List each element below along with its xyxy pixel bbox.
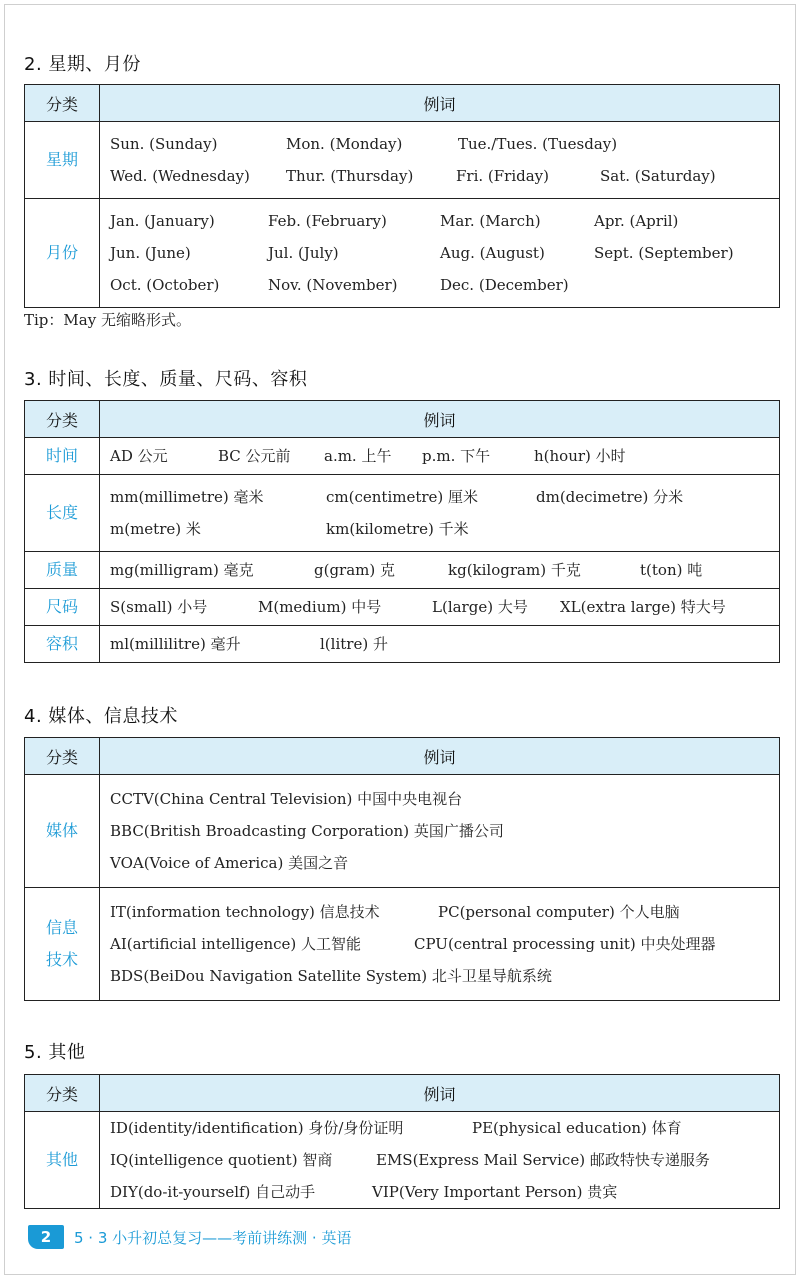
cat-it: 信息 技术 [25, 888, 100, 1001]
header-examples: 例词 [100, 85, 780, 122]
header-category: 分类 [25, 1075, 100, 1112]
word-item: AD 公元 [110, 447, 168, 465]
word-item: Feb. (February) [268, 212, 387, 230]
word-item: CCTV(China Central Television) 中国中央电视台 [110, 790, 463, 808]
word-item: IQ(intelligence quotient) 智商 [110, 1151, 333, 1169]
examples-others [100, 1112, 780, 1209]
row-mass [25, 552, 780, 589]
examples-size [100, 589, 780, 626]
word-item: XL(extra large) 特大号 [560, 598, 726, 616]
table-measures [24, 400, 780, 663]
section-4-title: 4. 媒体、信息技术 [24, 706, 178, 727]
footer-book-title: 5 · 3 小升初总复习——考前讲练测 · 英语 [74, 1228, 352, 1247]
word-item: PC(personal computer) 个人电脑 [438, 903, 680, 921]
section-2-title: 2. 星期、月份 [24, 54, 141, 75]
word-item: CPU(central processing unit) 中央处理器 [414, 935, 716, 953]
row-media [25, 775, 780, 888]
word-item: Nov. (November) [268, 276, 398, 294]
header-category: 分类 [25, 401, 100, 438]
word-item: AI(artificial intelligence) 人工智能 [110, 935, 362, 953]
tip-note: Tip：May 无缩略形式。 [24, 311, 191, 329]
word-item: BDS(BeiDou Navigation Satellite System) 北斗卫星导航系统 [110, 967, 552, 985]
table-media-it [24, 737, 780, 1001]
row-size [25, 589, 780, 626]
word-item: mm(millimetre) 毫米 [110, 488, 264, 506]
section-3-title: 3. 时间、长度、质量、尺码、容积 [24, 369, 308, 390]
word-item: h(hour) 小时 [534, 447, 626, 465]
cat-month: 月份 [25, 199, 100, 308]
word-item: t(ton) 吨 [640, 561, 703, 579]
cat-weekday: 星期 [25, 122, 100, 199]
word-item: EMS(Express Mail Service) 邮政特快专递服务 [376, 1151, 710, 1169]
word-item: Aug. (August) [440, 244, 545, 262]
row-time [25, 438, 780, 475]
table-header-row [25, 738, 780, 775]
word-item: dm(decimetre) 分米 [536, 488, 684, 506]
word-item: cm(centimetre) 厘米 [326, 488, 479, 506]
word-item: kg(kilogram) 千克 [448, 561, 581, 579]
word-item: Thur. (Thursday) [286, 167, 414, 185]
word-item: ID(identity/identification) 身份/身份证明 [110, 1119, 404, 1137]
examples-it [100, 888, 780, 1001]
table-header-row [25, 85, 780, 122]
word-item: Mon. (Monday) [286, 135, 403, 153]
examples-time [100, 438, 780, 475]
row-others [25, 1112, 780, 1209]
row-length [25, 475, 780, 552]
word-item: BC 公元前 [218, 447, 291, 465]
page-number: 2 [28, 1225, 64, 1249]
cat-length: 长度 [25, 475, 100, 552]
row-volume [25, 626, 780, 663]
word-item: VIP(Very Important Person) 贵宾 [372, 1183, 618, 1201]
word-item: BBC(British Broadcasting Corporation) 英国广播公司 [110, 822, 504, 840]
section-5-title: 5. 其他 [24, 1042, 86, 1063]
word-item: M(medium) 中号 [258, 598, 382, 616]
header-examples: 例词 [100, 738, 780, 775]
header-examples: 例词 [100, 1075, 780, 1112]
table-header-row [25, 1075, 780, 1112]
header-examples: 例词 [100, 401, 780, 438]
examples-month [100, 199, 780, 308]
row-weekdays [25, 122, 780, 199]
word-item: mg(milligram) 毫克 [110, 561, 254, 579]
word-item: Dec. (December) [440, 276, 569, 294]
word-item: DIY(do-it-yourself) 自己动手 [110, 1183, 316, 1201]
word-item: Oct. (October) [110, 276, 220, 294]
cat-mass: 质量 [25, 552, 100, 589]
word-item: Sun. (Sunday) [110, 135, 218, 153]
word-item: m(metre) 米 [110, 520, 201, 538]
table-others [24, 1074, 780, 1209]
cat-time: 时间 [25, 438, 100, 475]
word-item: Fri. (Friday) [456, 167, 550, 185]
word-item: g(gram) 克 [314, 561, 396, 579]
table-header-row [25, 401, 780, 438]
word-item: Jul. (July) [268, 244, 339, 262]
word-item: VOA(Voice of America) 美国之音 [110, 854, 349, 872]
cat-volume: 容积 [25, 626, 100, 663]
cat-others: 其他 [25, 1112, 100, 1209]
examples-weekday [100, 122, 780, 199]
page-footer [28, 1224, 351, 1250]
word-item: Jun. (June) [110, 244, 191, 262]
word-item: p.m. 下午 [422, 447, 491, 465]
word-item: Sept. (September) [594, 244, 734, 262]
cat-size: 尺码 [25, 589, 100, 626]
word-item: a.m. 上午 [324, 447, 392, 465]
word-item: l(litre) 升 [320, 635, 388, 653]
word-item: ml(millilitre) 毫升 [110, 635, 241, 653]
word-item: Wed. (Wednesday) [110, 167, 250, 185]
examples-mass [100, 552, 780, 589]
examples-media [100, 775, 780, 888]
word-item: S(small) 小号 [110, 598, 208, 616]
word-item: L(large) 大号 [432, 598, 528, 616]
word-item: Mar. (March) [440, 212, 541, 230]
row-it [25, 888, 780, 1001]
word-item: Jan. (January) [110, 212, 215, 230]
cat-media: 媒体 [25, 775, 100, 888]
word-item: Sat. (Saturday) [600, 167, 716, 185]
word-item: PE(physical education) 体育 [472, 1119, 682, 1137]
examples-volume [100, 626, 780, 663]
table-weekdays-months [24, 84, 780, 308]
word-item: km(kilometre) 千米 [326, 520, 469, 538]
examples-length [100, 475, 780, 552]
row-months [25, 199, 780, 308]
word-item: Tue./Tues. (Tuesday) [458, 135, 618, 153]
header-category: 分类 [25, 85, 100, 122]
word-item: Apr. (April) [594, 212, 679, 230]
word-item: IT(information technology) 信息技术 [110, 903, 380, 921]
header-category: 分类 [25, 738, 100, 775]
